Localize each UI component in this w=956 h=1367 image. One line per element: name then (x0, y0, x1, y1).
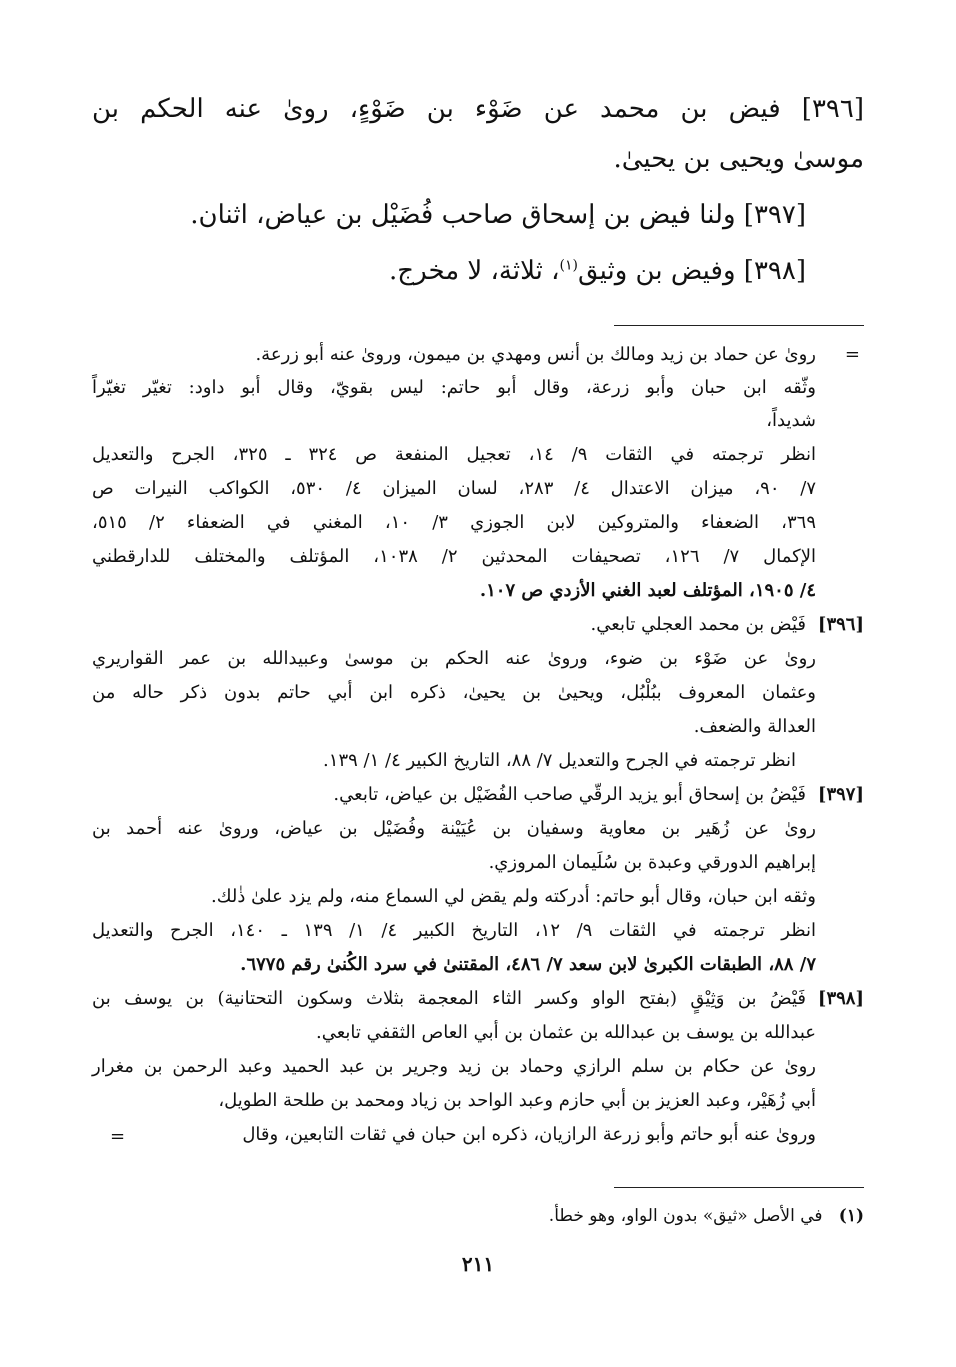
commentary-line-20: فَيْضُ بن وَثِيْقٍ (بفتح الواو وكسر الثاء المعجمة بثلاث وسكون التحتانية) بن يوسف بن (92, 988, 806, 1009)
commentary-line-10: روىٰ عن ضَوْء بن ضوء، وروىٰ عنه الحكم بن موسىٰ وعبيدالله بن عمر القواريري (92, 648, 816, 669)
commentary-line-22: روىٰ عن حكام بن سلم الرازي وحماد بن زيد وجرير بن عبد الحميد وعبد الرحمن بن مغرار (92, 1056, 816, 1077)
footnote-reference: (١) (559, 257, 578, 274)
commentary-line-15: روىٰ عن زُهَير بن معاوية وسفيان بن عُيَيْنة وفُضَيْل بن عياض، وروىٰ عنه أحمد بن (92, 818, 816, 839)
continuation-mark-top: = (844, 344, 860, 365)
commentary-line-6: ٣٦٩، الضعفاء والمتروكين لابن الجوزي ٣/ ١٠، المغني في الضعفاء ٢/ ٥١٥، (92, 512, 816, 533)
commentary-line-14: فَيْضُ بن إسحاق أبو يزيد الرقّي صاحب الفُضَيْل بن عياض، تابعي. (333, 784, 806, 805)
main-line-1: [٣٩٦] فيض بن محمد عن ضَوْء بن ضَوْءٍ، روىٰ عنه الحكم بن (92, 94, 864, 124)
main-line-4-text-b: ، ثلاثة، لا مخرج. (389, 256, 560, 286)
main-line-4-text-a: [٣٩٨] وفيض بن وثيق (577, 256, 806, 286)
commentary-line-9: فَيْض بن محمد العجلي تابعي. (590, 614, 806, 635)
commentary-line-19: ٧/ ٨٨، الطبقات الكبرىٰ لابن سعد ٧/ ٤٨٦، المقتنىٰ في سرد الكُنىٰ رقم ٦٧٧٥. (240, 954, 816, 975)
commentary-line-16: إبراهيم الدورقي وعبدة بن سُلَيمان المروزي. (488, 852, 816, 873)
commentary-line-13: انظر ترجمته في الجرح والتعديل ٧/ ٨٨، التاريخ الكبير ٤/ ١/ ١٣٩. (323, 750, 796, 771)
commentary-line-17: وثقه ابن حبان، وقال أبو حاتم: أدركته ولم يقض لي السماع منه، ولم يزد علىٰ ذٰلك. (211, 886, 816, 907)
commentary-line-18: انظر ترجمته في الثقات ٩/ ١٢، التاريخ الكبير ٤/ ١/ ١٣٩ ـ ١٤٠، الجرح والتعديل (92, 920, 817, 941)
commentary-line-11: وعثمان المعروف ببُلْبُل، ويحيىٰ بن يحيىٰ، ذكره ابن أبي حاتم بدون ذكر حاله من (92, 682, 817, 703)
commentary-line-12: العدالة والضعف. (693, 716, 816, 737)
entry-number-397: [٣٩٧] (817, 784, 864, 805)
main-line-2: موسىٰ ويحيى بن يحيىٰ. (613, 144, 864, 174)
entry-number-396: [٣٩٦] (817, 614, 864, 635)
commentary-line-2: وثّقه ابن حبان وأبو زرعة، وقال أبو حاتم: ليس بقويّ، وقال أبو داود: تغيّر تغيّراً (92, 377, 816, 398)
continuation-mark-bottom: = (110, 1126, 126, 1147)
footnote-text: في الأصل «ثيق» بدون الواو، وهو خطأ. (548, 1206, 823, 1226)
main-line-3: [٣٩٧] ولنا فيض بن إسحاق صاحب فُضَيْل بن عياض، اثنان. (190, 200, 806, 230)
footnote-number: (١) (838, 1206, 864, 1226)
footnote (549, 1205, 864, 1227)
commentary-line-3: شديداً، (766, 410, 816, 431)
commentary-line-5: ٧/ ٩٠، ميزان الاعتدال ٤/ ٢٨٣، لسان الميزان ٤/ ٥٣٠، الكواكب النيرات ص (92, 478, 816, 499)
commentary-line-8: ٤/ ١٩٠٥، المؤتلف لعبد الغني الأزدي ص ١٠٧. (479, 580, 816, 601)
page-number: ٢١١ (461, 1252, 495, 1276)
commentary-line-4: انظر ترجمته في الثقات ٩/ ١٤، تعجيل المنفعة ص ٣٢٤ ـ ٣٢٥، الجرح والتعديل (92, 444, 816, 465)
commentary-line-24: وروىٰ عنه أبو حاتم وأبو زرعة الرازيان، ذكره ابن حبان في ثقات التابعين، وقال (242, 1124, 816, 1145)
commentary-line-1: روىٰ عن حماد بن زيد ومالك بن أنس ومهدي بن ميمون، وروىٰ عنه أبو زرعة. (255, 344, 816, 365)
commentary-line-7: الإكمال ٧/ ١٢٦، تصحيفات المحدثين ٢/ ١٠٣٨، المؤتلف والمختلف للدارقطني (92, 546, 816, 567)
commentary-separator (614, 325, 864, 326)
commentary-line-21: عبدالله بن يوسف بن عبدالله بن عثمان بن أبي العاص الثقفي تابعي. (316, 1022, 816, 1043)
commentary-line-23: أبي زُهَيْر، وعبد العزيز بن أبي حازم وعبد الواحد بن زياد ومحمد بن طلحة الطويل، (218, 1090, 816, 1111)
footnote-separator (614, 1187, 864, 1188)
main-line-4 (389, 254, 806, 288)
entry-number-398: [٣٩٨] (817, 988, 864, 1009)
